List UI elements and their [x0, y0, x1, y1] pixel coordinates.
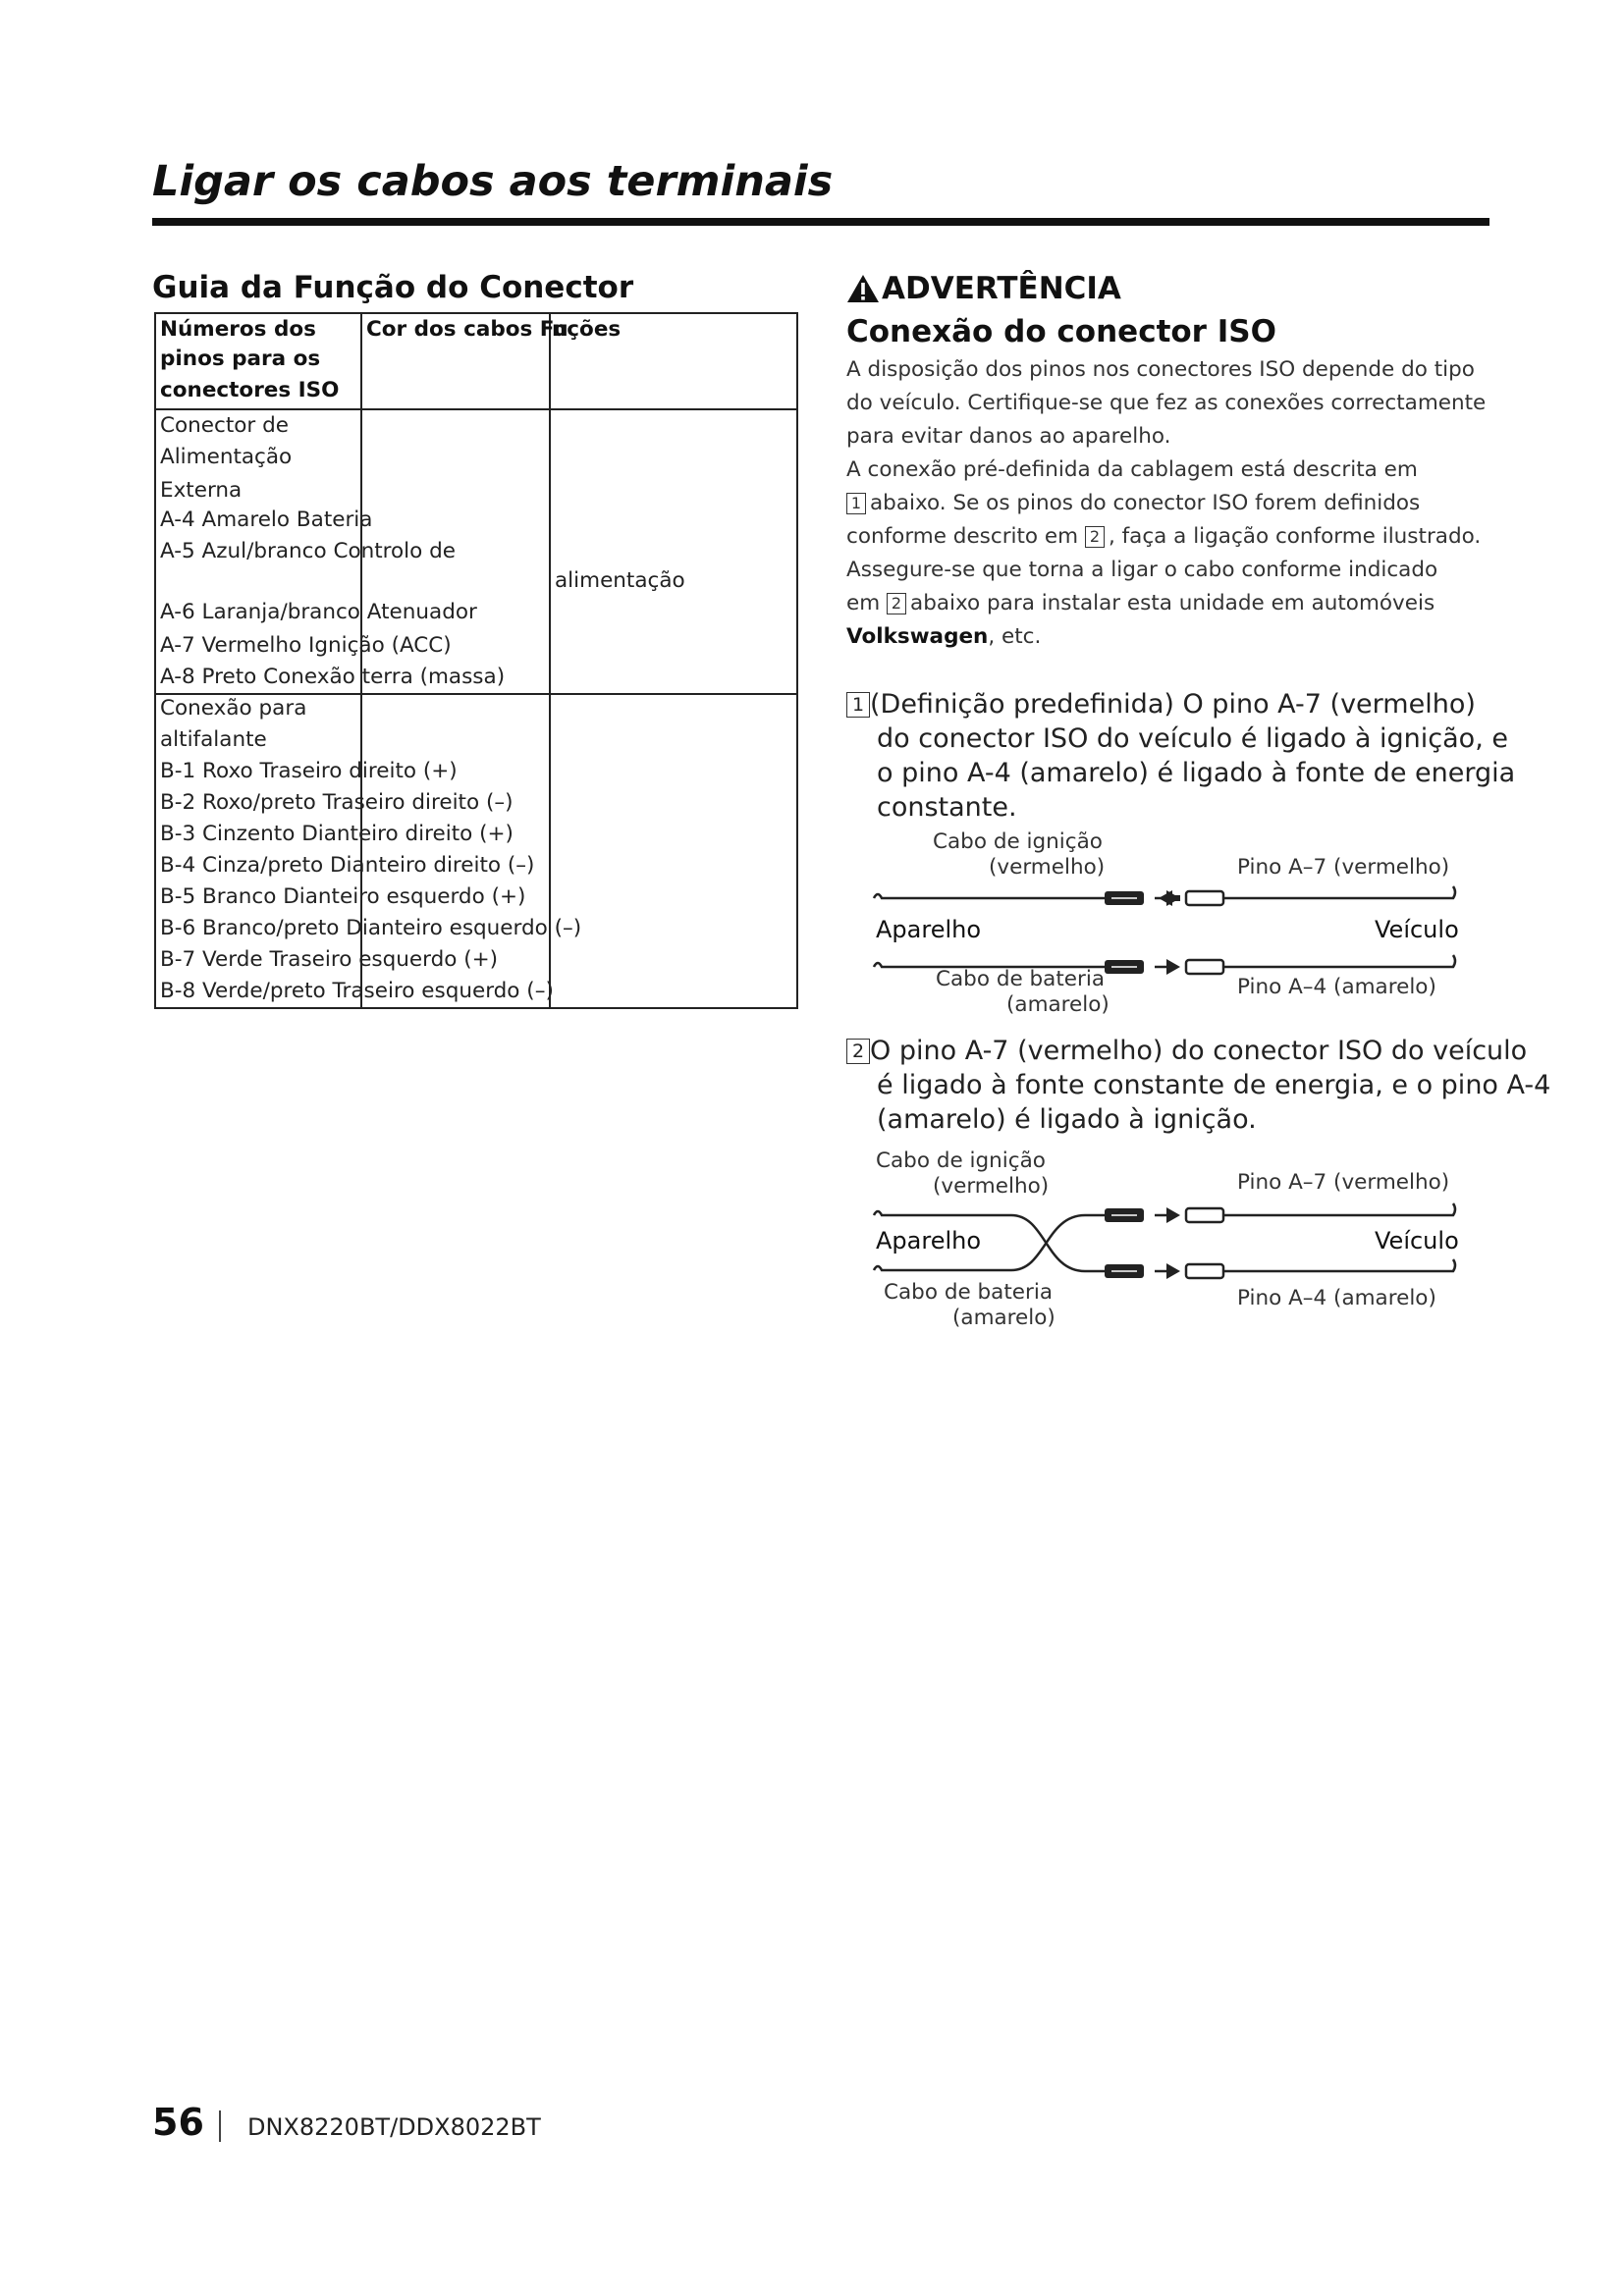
body-line — [846, 487, 1494, 520]
battery-cable-color: (amarelo) — [1006, 992, 1110, 1017]
device-label: Aparelho — [876, 1227, 982, 1255]
connector-guide-heading: Guia da Função do Conector — [152, 270, 634, 305]
table-row: alimentação — [555, 568, 685, 593]
table-row: A-5 Azul/branco Controlo de — [160, 539, 457, 563]
body-text: conforme descrito em — [846, 524, 1079, 549]
connector-table — [154, 312, 798, 1009]
header-pin-numbers: Números dos — [160, 317, 316, 342]
case-line — [846, 687, 1515, 721]
body-text: abaixo. Se os pinos do conector ISO forem definidos — [870, 491, 1421, 515]
warning-text: ADVERTÊNCIA — [882, 271, 1121, 306]
body-line: A conexão pré-definida da cablagem está descrita em — [846, 457, 1418, 482]
table-row: B-1 Roxo Traseiro direito (+) — [160, 759, 458, 783]
case-line: do conector ISO do veículo é ligado à ignição, e — [877, 723, 1508, 754]
footer-separator — [219, 2110, 221, 2142]
body-line: Assegure-se que torna a ligar o cabo conforme indicado — [846, 558, 1438, 582]
case-1-description — [846, 687, 1515, 825]
table-row: B-2 Roxo/preto Traseiro direito (–) — [160, 790, 514, 815]
page-number: 56 — [152, 2101, 204, 2144]
header-cable-color: Cor dos cabos Fu — [366, 317, 568, 342]
iso-connection-heading: Conexão do conector ISO — [846, 314, 1276, 349]
body-text: , etc. — [988, 624, 1042, 649]
body-line: para evitar danos ao aparelho. — [846, 424, 1171, 449]
table-column-divider — [549, 314, 551, 1007]
ref-box: 1 — [846, 692, 870, 718]
warning-label — [846, 271, 1121, 306]
header-functions: nções — [552, 317, 622, 342]
body-line — [846, 520, 1494, 554]
case-2-description — [846, 1034, 1550, 1137]
header-pin-numbers: pinos para os — [160, 347, 321, 371]
table-row: A-6 Laranja/branco Atenuador — [160, 600, 477, 624]
wiring-lines — [864, 829, 1473, 1026]
case-line — [846, 1034, 1550, 1068]
table-row: A-8 Preto Conexão terra (massa) — [160, 665, 506, 689]
ignition-cable-label: Cabo de ignição — [933, 829, 1103, 854]
body-text: , faça a ligação conforme ilustrado. — [1108, 524, 1482, 549]
body-text: abaixo para instalar esta unidade em automóveis — [910, 591, 1435, 615]
ref-box: 2 — [1085, 526, 1105, 548]
vehicle-label: Veículo — [1375, 1227, 1459, 1255]
pin-a7-label: Pino A–7 (vermelho) — [1237, 855, 1450, 880]
vehicle-label: Veículo — [1375, 916, 1459, 943]
page-title: Ligar os cabos aos terminais — [152, 157, 834, 206]
case-line: o pino A-4 (amarelo) é ligado à fonte de energia — [877, 758, 1516, 788]
table-row: A-4 Amarelo Bateria — [160, 507, 373, 532]
table-row: Externa — [160, 478, 243, 503]
table-row: B-4 Cinza/preto Dianteiro direito (–) — [160, 853, 535, 878]
table-row: Alimentação — [160, 445, 293, 469]
ignition-cable-label: Cabo de ignição — [876, 1148, 1046, 1173]
ignition-cable-color: (vermelho) — [989, 855, 1106, 880]
wiring-diagram-1 — [864, 829, 1473, 1026]
body-line — [846, 620, 1494, 654]
model-name: DNX8220BT/DDX8022BT — [247, 2113, 541, 2141]
pin-a4-label: Pino A–4 (amarelo) — [1237, 1286, 1436, 1310]
title-rule — [152, 218, 1489, 226]
case-line: (amarelo) é ligado à ignição. — [877, 1104, 1257, 1135]
table-row: altifalante — [160, 727, 267, 752]
case-text: O pino A-7 (vermelho) do conector ISO do veículo — [870, 1036, 1528, 1066]
battery-cable-color: (amarelo) — [952, 1306, 1056, 1330]
pin-a7-label: Pino A–7 (vermelho) — [1237, 1170, 1450, 1195]
pin-a4-label: Pino A–4 (amarelo) — [1237, 975, 1436, 999]
device-label: Aparelho — [876, 916, 982, 943]
battery-cable-label: Cabo de bateria — [936, 967, 1105, 991]
ref-box: 2 — [887, 593, 906, 614]
wiring-diagram-2 — [864, 1148, 1473, 1335]
table-row: A-7 Vermelho Ignição (ACC) — [160, 633, 452, 658]
ignition-cable-color: (vermelho) — [933, 1174, 1050, 1199]
body-text: em — [846, 591, 881, 615]
battery-cable-label: Cabo de bateria — [884, 1280, 1053, 1305]
body-line: do veículo. Certifique-se que fez as conexões correctamente — [846, 391, 1487, 415]
case-line: constante. — [877, 792, 1017, 823]
wiring-lines-crossed — [864, 1148, 1473, 1335]
table-row-divider — [156, 408, 796, 410]
iso-connection-body — [846, 353, 1494, 654]
header-pin-numbers: conectores ISO — [160, 378, 340, 402]
table-row-divider — [156, 693, 796, 695]
warning-triangle-icon — [846, 274, 880, 303]
table-row: B-8 Verde/preto Traseiro esquerdo (–) — [160, 979, 554, 1003]
table-row: B-7 Verde Traseiro esquerdo (+) — [160, 947, 499, 972]
table-row: Conexão para — [160, 696, 307, 721]
brand-name: Volkswagen — [846, 624, 989, 649]
table-row: B-5 Branco Dianteiro esquerdo (+) — [160, 884, 526, 909]
case-line: é ligado à fonte constante de energia, e o pino A-4 — [877, 1070, 1551, 1100]
table-row: B-3 Cinzento Dianteiro direito (+) — [160, 822, 514, 846]
body-line: A disposição dos pinos nos conectores ISO depende do tipo — [846, 357, 1475, 382]
table-row: B-6 Branco/preto Dianteiro esquerdo (–) — [160, 916, 582, 940]
ref-box: 1 — [846, 493, 866, 514]
ref-box: 2 — [846, 1039, 870, 1064]
case-text: (Definição predefinida) O pino A-7 (vermelho) — [870, 689, 1476, 720]
table-row: Conector de — [160, 413, 289, 438]
body-line — [846, 587, 1494, 620]
